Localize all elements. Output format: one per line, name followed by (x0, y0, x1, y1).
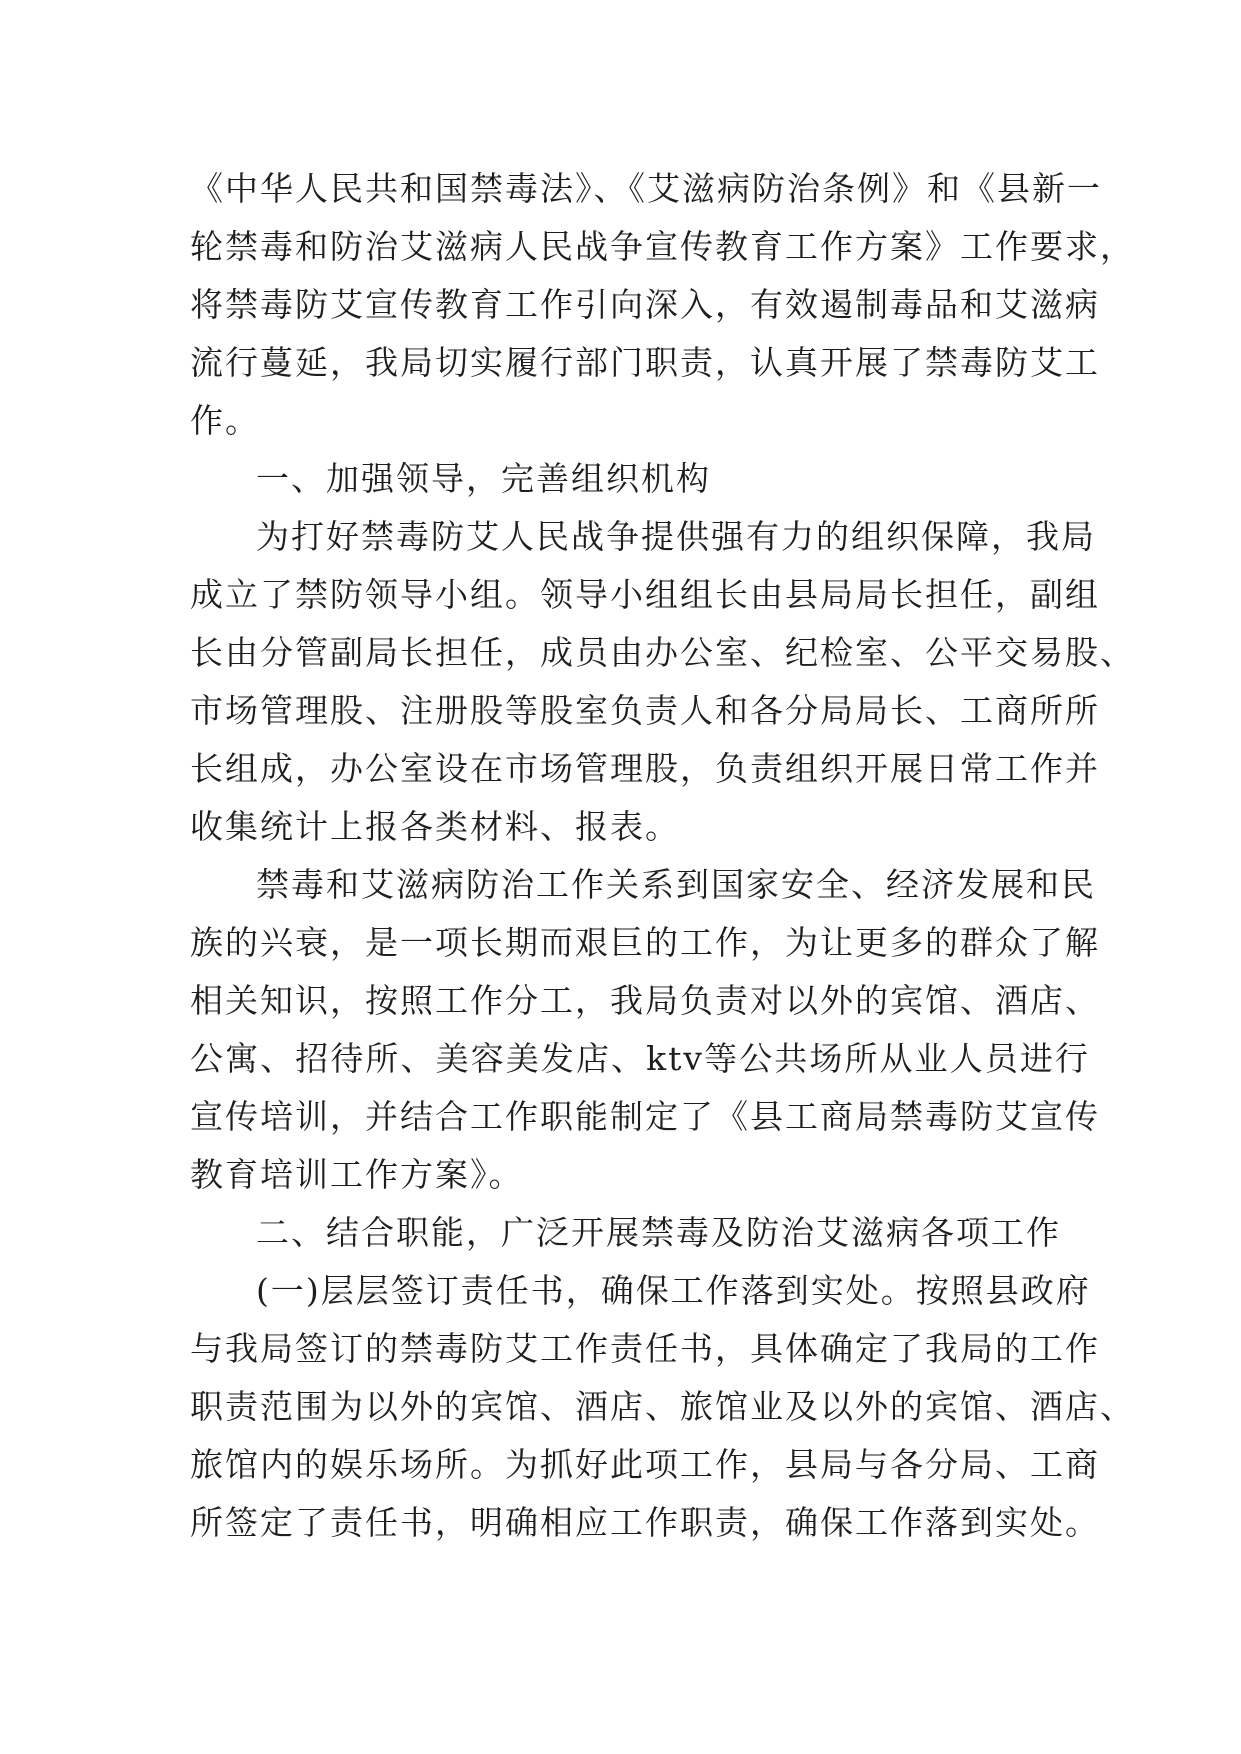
paragraph-line: 成立了禁防领导小组。领导小组组长由县局局长担任，副组 (190, 575, 1100, 614)
paragraph-line: 公寓、招待所、美容美发店、ktv等公共场所从业人员进行 (190, 1039, 1090, 1078)
paragraph-line: 旅馆内的娱乐场所。为抓好此项工作，县局与各分局、工商 (190, 1445, 1100, 1484)
paragraph-line: 长组成，办公室设在市场管理股，负责组织开展日常工作并 (190, 749, 1100, 788)
paragraph-line: 相关知识，按照工作分工，我局负责对以外的宾馆、酒店、 (190, 981, 1100, 1020)
paragraph-line: 宣传培训，并结合工作职能制定了《县工商局禁毒防艾宣传 (190, 1097, 1100, 1136)
paragraph-line: 为打好禁毒防艾人民战争提供强有力的组织保障，我局 (256, 517, 1096, 556)
paragraph-line: 市场管理股、注册股等股室负责人和各分局局长、工商所所 (190, 691, 1100, 730)
paragraph-line: 所签定了责任书，明确相应工作职责，确保工作落到实处。 (190, 1503, 1100, 1542)
paragraph-line: 长由分管副局长担任，成员由办公室、纪检室、公平交易股、 (190, 633, 1135, 672)
paragraph-line: 轮禁毒和防治艾滋病人民战争宣传教育工作方案》工作要求， (190, 227, 1135, 266)
paragraph-line: 教育培训工作方案》。 (190, 1155, 524, 1194)
section-heading: 一、加强领导，完善组织机构 (256, 459, 711, 498)
paragraph-line: 禁毒和艾滋病防治工作关系到国家安全、经济发展和民 (256, 865, 1096, 904)
paragraph-line: 作。 (190, 401, 260, 440)
paragraph-line: 《中华人民共和国禁毒法》、《艾滋病防治条例》和《县新一 (190, 169, 1102, 208)
paragraph-line: 职责范围为以外的宾馆、酒店、旅馆业及以外的宾馆、酒店、 (190, 1387, 1135, 1426)
paragraph-line: 将禁毒防艾宣传教育工作引向深入，有效遏制毒品和艾滋病 (190, 285, 1100, 324)
paragraph-line: (一)层层签订责任书，确保工作落到实处。按照县政府 (256, 1271, 1091, 1310)
paragraph-line: 流行蔓延，我局切实履行部门职责，认真开展了禁毒防艾工 (190, 343, 1100, 382)
section-heading: 二、结合职能，广泛开展禁毒及防治艾滋病各项工作 (256, 1213, 1061, 1252)
paragraph-line: 收集统计上报各类材料、报表。 (190, 807, 680, 846)
paragraph-line: 族的兴衰，是一项长期而艰巨的工作，为让更多的群众了解 (190, 923, 1100, 962)
paragraph-line: 与我局签订的禁毒防艾工作责任书，具体确定了我局的工作 (190, 1329, 1100, 1368)
document-body (190, 160, 1135, 1552)
